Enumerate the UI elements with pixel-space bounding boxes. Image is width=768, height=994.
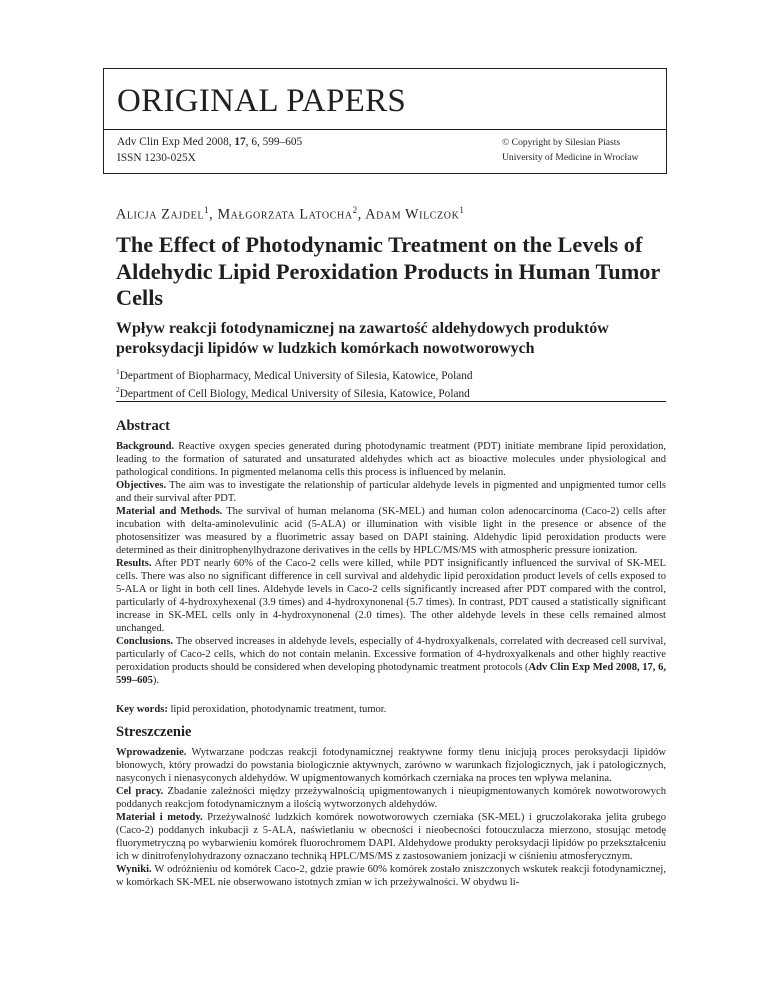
article-title: The Effect of Photodynamic Treatment on the Levels of Aldehydic Lipid Peroxidation Products in Human Tumor Cells [116,232,660,310]
citation-volume: 17 [234,136,246,148]
streszczenie-cel [116,785,666,811]
header-divider [104,129,666,130]
author-affil-marker: 1 [204,205,210,215]
citation-block [117,134,302,166]
keywords-text: lipid peroxidation, photodynamic treatment, tumor. [167,704,387,715]
abstract-body [116,440,666,687]
copyright-line-2: University of Medicine in Wrocław [502,152,639,163]
abstract-objectives-label: Objectives. [116,480,167,491]
abstract-methods-label: Material and Methods. [116,506,223,517]
abstract-conclusions [116,635,666,687]
abstract-results-label: Results. [116,558,152,569]
abstract-results [116,557,666,635]
wprowadzenie-text: Wytwarzane podczas reakcji fotodynamicznej reaktywne formy tlenu inicjują proces peroksydacji lipidów błonowych, który prowadzi do powstania biologicznie aktywnych, zarówno w warunkach fizjologicznych, jak i patologicznych, nasyconych i nienasyconych aldehydów. W upigmentowanych komórkach czerniaka na proces ten wpływa melanina. [116,747,666,784]
streszczenie-metody [116,811,666,863]
abstract-heading: Abstract [116,418,170,434]
abstract-results-text: After PDT nearly 60% of the Caco-2 cells were killed, while PDT insignificantly influenced the survival of SK-MEL cells. There was also no significant difference in cell survival and aldehydic lipid peroxidation product levels of cells exposed to 5-ALA or light in both cell lines. Aldehyde levels in Caco-2 cells significantly increased after PDT compared with the control, particularly of 4-hydroxyhexenal (3.9 times) and 4-hydroxynonenal (5.7 times). In contrast, PDT caused a statistically significant increase in SK-MEL cells only in 4-hydroxynonenal (2.0 times). The other aldehyde levels in these cells remained almost unchanged. [116,558,666,634]
streszczenie-wprowadzenie [116,746,666,785]
author-name: Małgorzata Latocha [217,206,353,223]
abstract-background-text: Reactive oxygen species generated during photodynamic treatment (PDT) initiate membrane lipid peroxidation, leading to the formation of saturated and unsaturated aldehydes which act as bioactive molecules under physiological and pathological conditions. In pigmented melanoma cells this process is influenced by melanin. [116,441,666,478]
section-divider [116,401,666,402]
abstract-conclusions-end: ). [152,675,160,686]
affiliation-line [116,383,473,401]
affiliation-text: Department of Biopharmacy, Medical University of Silesia, Katowice, Poland [119,369,473,382]
abstract-background [116,440,666,479]
author-name: Alicja Zajdel [116,206,205,223]
affiliations [116,365,473,402]
abstract-methods [116,505,666,557]
wyniki-label: Wyniki. [116,864,152,875]
citation-pages: , 6, 599–605 [245,136,303,148]
author-name: Adam Wilczok [365,206,460,223]
section-heading: ORIGINAL PAPERS [117,83,407,119]
streszczenie-wyniki [116,863,666,889]
citation-journal: Adv Clin Exp Med 2008, [117,136,235,148]
affiliation-text: Department of Cell Biology, Medical University of Silesia, Katowice, Poland [119,388,470,401]
author-affil-marker: 1 [459,205,465,215]
copyright-block [502,135,638,165]
streszczenie-body [116,746,666,889]
issn: ISSN 1230-025X [117,152,196,164]
abstract-objectives [116,479,666,505]
article-title-polish: Wpływ reakcji fotodynamicznej na zawartość aldehydowych produktów peroksydacji lipidów w ludzkich komórkach nowotworowych [116,320,609,357]
metody-label: Materiał i metody. [116,812,203,823]
affiliation-number: 2 [116,385,120,395]
cel-text: Zbadanie zależności między przeżywalnością upigmentowanych i nieupigmentowanych komórek nowotworowych poddanych reakcjom fotodynamicznym a ilością wytworzonych aldehydów. [116,786,666,810]
abstract-conclusions-text: The observed increases in aldehyde levels, especially of 4-hydroxyalkenals, correlated with decreased cell survival, particularly of Caco-2 cells, which do not contain melanin. Excessive formation of 4-hydroxyalkenals and other highly reactive peroxidation products should be considered when developing photodynamic treatment protocols ( [116,636,666,673]
abstract-background-label: Background. [116,441,175,452]
keywords [116,703,666,716]
abstract-conclusions-label: Conclusions. [116,636,174,647]
keywords-label: Key words: [116,704,168,715]
abstract-objectives-text: The aim was to investigate the relationship of particular aldehyde levels in pigmented and unpigmented tumor cells and their survival after PDT. [116,480,666,504]
metody-text: Przeżywalność ludzkich komórek nowotworowych czerniaka (SK-MEL) i gruczolakoraka jelita grubego (Caco-2) poddanych inkubacji z 5-ALA, naświetlaniu w obecności i nieobecności fotouczulacza mierzono, stosując metodę fluorymetryczną po wybarwieniu komórek fluorochromem DAPI. Aldehydowe produkty peroksydacji lipidów po przekształceniu ich w dinitrofenylohydrazony oznaczano techniką HPLC/MS/MS z zastosowaniem jonizacji w ciśnieniu atmosferycznym. [116,812,667,862]
copyright-line-1: © Copyright by Silesian Piasts [502,137,621,148]
abstract-methods-text: The survival of human melanoma (SK-MEL) and human colon adenocarcinoma (Caco-2) cells after incubation with delta-aminolevulinic acid (5-ALA) or illumination with visible light in the presence or absence of the photosensitizer was measured by a fluorimetric assay based on DAPI staining. Aldehydic lipid peroxidation products were determined as their dinitrophenylhydrazone derivatives in the cells by HPLC/MS/MS with atmospheric pressure ionization. [116,506,666,556]
wprowadzenie-label: Wprowadzenie. [116,747,187,758]
author-list: Alicja Zajdel$^1$, Małgorzata Latocha$^2$, Adam Wilczok$^1$ [116,205,465,223]
cel-label: Cel pracy. [116,786,164,797]
author-affil-marker: 2 [352,205,358,215]
abstract-citation: Adv Clin Exp Med 2008, 17, 6, 599–605 [116,662,666,686]
journal-header-box [103,68,667,174]
streszczenie-heading: Streszczenie [116,724,192,740]
affiliation-line [116,365,473,383]
affiliation-number: 1 [116,367,120,376]
wyniki-text: W odróżnieniu od komórek Caco-2, gdzie prawie 60% komórek zostało zniszczonych wskutek reakcji fotodynamicznej, w komórkach SK-MEL nie obserwowano istotnych zmian w ich przeżywalności. W obydwu li- [116,864,666,888]
